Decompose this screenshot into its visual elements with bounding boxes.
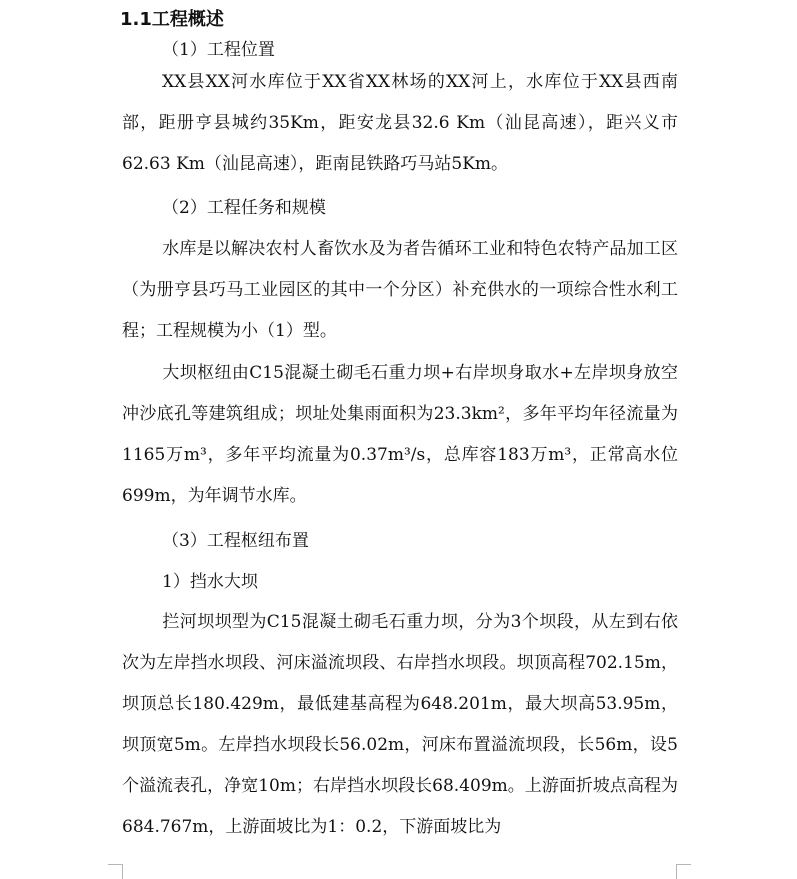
paragraph-location (122, 62, 678, 185)
paragraph-dam-detail (122, 602, 678, 848)
paragraph-task-text: 水库是以解决农村人畜饮水及为者告循环工业和特色农特产品加工区（为册亨县巧马工业园区的其中一个分区）补充供水的一项综合性水利工程；工程规模为小（1）型。 (122, 239, 678, 341)
paragraph-dam-hub-text: 大坝枢纽由C15混凝土砌毛石重力坝+右岸坝身取水+左岸坝身放空冲沙底孔等建筑组成；坝址处集雨面积为23.3km²，多年平均年径流量为1165万m³，多年平均流量为0.37m³/s，总库容183万m³，正常高水位699m，为年调节水库。 (122, 363, 678, 506)
section-heading: 1.1工程概述 (120, 9, 224, 30)
page-corner-mark-left (108, 864, 123, 879)
subsection-title-task: （2）工程任务和规模 (162, 198, 326, 218)
subsection-title-layout: （3）工程枢纽布置 (162, 531, 309, 551)
paragraph-location-text: XX县XX河水库位于XX省XX林场的XX河上，水库位于XX县西南部，距册亨县城约35Km，距安龙县32.6 Km（汕昆高速），距兴义市62.63 Km（汕昆高速），距南昆铁路巧马站5Km。 (122, 72, 678, 174)
subsection-title-location: （1）工程位置 (162, 40, 275, 60)
paragraph-dam-hub (122, 353, 678, 517)
page-corner-mark-right (676, 864, 691, 879)
subsection-subtitle-dam: 1）挡水大坝 (162, 572, 258, 592)
paragraph-task (122, 229, 678, 352)
paragraph-dam-detail-text: 拦河坝坝型为C15混凝土砌毛石重力坝，分为3个坝段，从左到右依次为左岸挡水坝段、河床溢流坝段、右岸挡水坝段。坝顶高程702.15m，坝顶总长180.429m，最低建基高程为648.201m，最大坝高53.95m，坝顶宽5m。左岸挡水坝段长56.02m，河床布置溢流坝段，长56m，设5个溢流表孔，净宽10m；右岸挡水坝段长68.409m。上游面折坡点高程为684.767m，上游面坡比为1：0.2，下游面坡比为 (122, 612, 678, 837)
